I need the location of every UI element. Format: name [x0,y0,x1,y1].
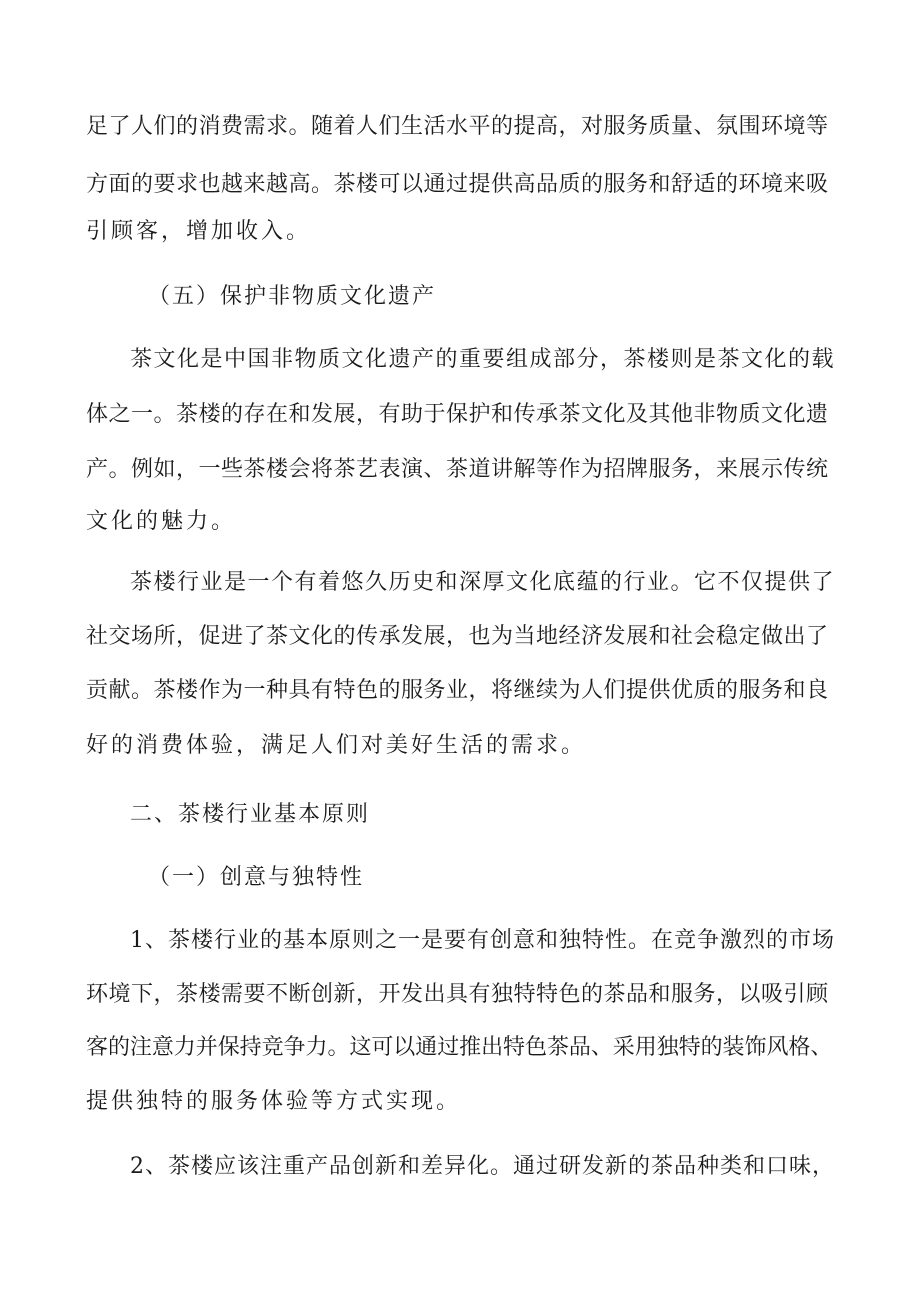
paragraph-line: 足了人们的消费需求。随着人们生活水平的提高，对服务质量、氛围环境等 [86,114,829,139]
paragraph-line: 提供独特的服务体验等方式实现。 [86,1089,462,1114]
paragraph-line: 客的注意力并保持竞争力。这可以通过推出特色茶品、采用独特的装饰风格、 [86,1035,833,1060]
paragraph-line: 引顾客，增加收入。 [86,219,312,244]
paragraph-line: 社交场所，促进了茶文化的传承发展，也为当地经济发展和社会稳定做出了 [86,624,829,649]
paragraph-line: 方面的要求也越来越高。茶楼可以通过提供高品质的服务和舒适的环境来吸 [86,172,829,197]
paragraph-line: 茶楼行业是一个有着悠久历史和深厚文化底蕴的行业。它不仅提供了 [130,570,836,595]
paragraph-line: 2、茶楼应该注重产品创新和差异化。通过研发新的茶品种类和口味， [130,1154,835,1179]
section-heading: 二、茶楼行业基本原则 [130,802,371,827]
paragraph-line: 1、茶楼行业的基本原则之一是要有创意和独特性。在竞争激烈的市场 [130,928,835,953]
paragraph-line: 茶文化是中国非物质文化遗产的重要组成部分，茶楼则是茶文化的载 [130,347,836,372]
paragraph-line: 产。例如，一些茶楼会将茶艺表演、茶道讲解等作为招牌服务，来展示传统 [86,457,829,482]
paragraph-line: 贡献。茶楼作为一种具有特色的服务业，将继续为人们提供优质的服务和良 [86,678,829,703]
paragraph-line: 体之一。茶楼的存在和发展，有助于保护和传承茶文化及其他非物质文化遗 [86,402,829,427]
subsection-heading: （一）创意与独特性 [148,865,365,890]
subsection-heading: （五）保护非物质文化遗产 [148,284,437,309]
paragraph-line: 文化的魅力。 [86,509,237,534]
paragraph-line: 好的消费体验，满足人们对美好生活的需求。 [86,733,587,758]
paragraph-line: 环境下，茶楼需要不断创新，开发出具有独特特色的茶品和服务，以吸引顾 [86,982,829,1007]
